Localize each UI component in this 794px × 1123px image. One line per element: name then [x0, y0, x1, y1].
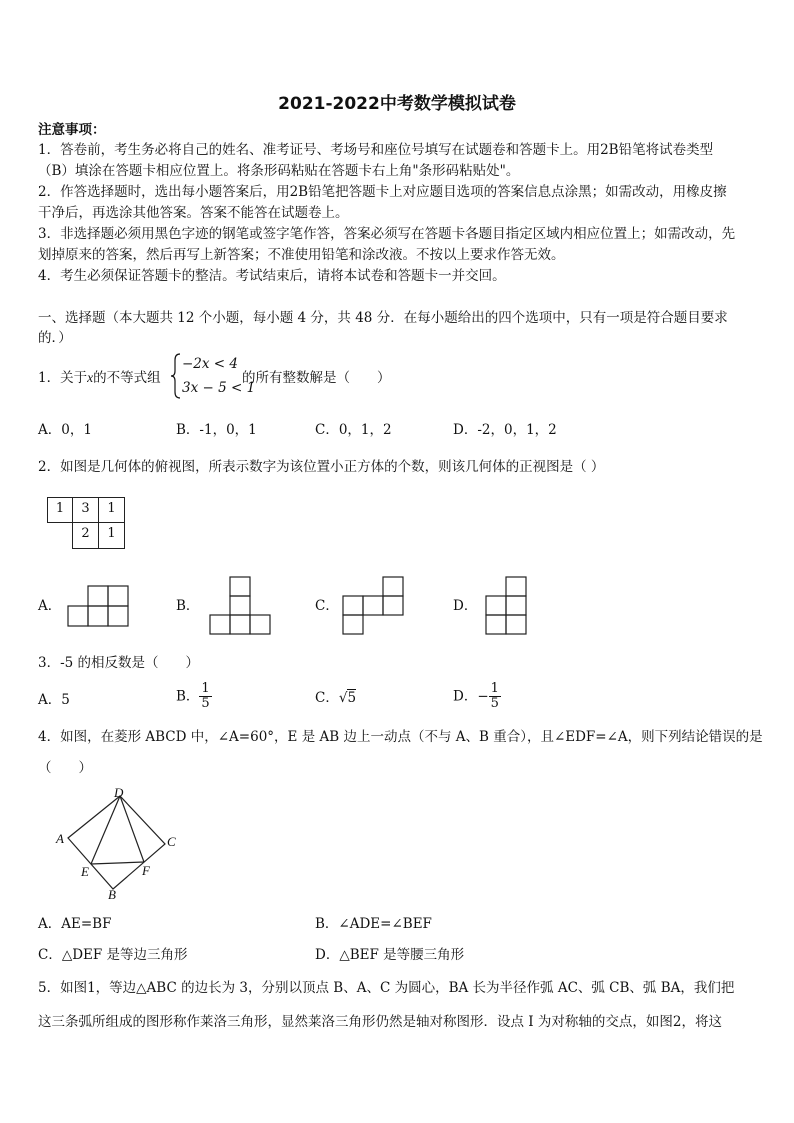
notice-line: 干净后，再选涂其他答案。答案不能答在试题卷上。 [38, 205, 349, 221]
q2-option-c-figure [341, 575, 405, 637]
label-e: E [81, 864, 89, 879]
label-d: D [114, 786, 124, 800]
label-b: B [108, 887, 116, 901]
q4-stem-cont: （ ） [38, 760, 92, 776]
grid-cell: 1 [98, 497, 125, 523]
q2-option-b-label: B． [176, 598, 200, 614]
section-heading: 一、选择题（本大题共 12 个小题，每小题 4 分，共 48 分．在每小题给出的四个选项中，只有一项是符合题目要求 [38, 310, 728, 326]
notice-line: 4．考生必须保证答题卡的整洁。考试结束后，请将本试卷和答题卡一并交回。 [38, 268, 506, 284]
q3-stem: 3．-5 的相反数是（ ） [38, 655, 200, 671]
notice-line: 划掉原来的答案，然后再写上新答案；不准使用铅笔和涂改液。不按以上要求作答无效。 [38, 247, 565, 263]
section-heading-cont: 的．） [38, 330, 72, 346]
q3-option-b: B． $\frac{1}{5}$ [176, 681, 210, 711]
q1-stem-suffix: 的所有整数解是（ ） [242, 370, 391, 386]
q2-option-d-figure [484, 574, 528, 636]
q1-inequality-1: −2x < 4 [182, 356, 238, 372]
q2-stem: 2．如图是几何体的俯视图，所表示数字为该位置小正方体的个数，则该几何体的正视图是（ ） [38, 459, 605, 475]
grid-cell: 1 [47, 497, 73, 523]
sqrt-icon: √ [338, 690, 348, 706]
notice-line: 3．非选择题必须用黑色字迹的钢笔或签字笔作答，答案必须写在答题卡各题目指定区域内相应位置上；如需改动，先 [38, 226, 736, 242]
q3-option-c: C．√5 [315, 690, 357, 706]
q2-option-b-figure [208, 574, 272, 636]
q4-option-c: C．△DEF 是等边三角形 [38, 947, 188, 963]
q2-option-a-figure [66, 583, 130, 629]
notice-line: （B）填涂在答题卡相应位置上。将条形码粘贴在答题卡右上角"条形码粘贴处"。 [38, 163, 520, 179]
q4-option-a: A．AE=BF [38, 916, 112, 932]
q1-inequality-2: 3x − 5 < 1 [182, 380, 256, 396]
q1-option-a: A．0，1 [38, 422, 92, 438]
rhombus-figure [48, 786, 183, 901]
grid-cell: 1 [98, 522, 125, 549]
label-a: A [56, 831, 64, 846]
q4-option-b: B．∠ADE=∠BEF [315, 916, 432, 932]
q1-option-c: C．0，1，2 [315, 422, 392, 438]
q2-option-c-label: C． [315, 598, 339, 614]
q2-option-d-label: D． [453, 598, 478, 614]
label-c: C [167, 834, 176, 849]
label-f: F [142, 863, 150, 878]
grid-cell: 3 [72, 497, 99, 523]
q4-option-d: D．△BEF 是等腰三角形 [315, 947, 465, 963]
q3-option-d: D．− $\frac{1}{5}$ [453, 681, 499, 711]
notice-line: 2．作答选择题时，选出每小题答案后，用2B铅笔把答题卡上对应题目选项的答案信息点涂黑；如需改动，用橡皮擦 [38, 184, 727, 200]
q4-stem: 4．如图，在菱形 ABCD 中，∠A=60°，E 是 AB 边上一动点（不与 A、B 重合），且∠EDF=∠A，则下列结论错误的是 [38, 729, 763, 745]
brace-icon [170, 352, 182, 400]
q1-option-d: D．-2，0，1，2 [453, 422, 557, 438]
q1-stem: 1．关于x的不等式组 [38, 370, 161, 386]
page-title: 2021-2022中考数学模拟试卷 [278, 94, 516, 114]
q3-option-a: A．5 [38, 692, 70, 708]
q2-option-a-label: A． [38, 598, 62, 614]
notice-line: 1．答卷前，考生务必将自己的姓名、准考证号、考场号和座位号填写在试题卷和答题卡上。用2B铅笔将试卷类型 [38, 142, 714, 158]
q1-option-b: B．-1，0，1 [176, 422, 257, 438]
notice-heading: 注意事项： [38, 122, 106, 138]
grid-cell: 2 [72, 522, 99, 549]
q5-stem-cont: 这三条弧所组成的图形称作莱洛三角形，显然莱洛三角形仍然是轴对称图形．设点 I 为对称轴的交点，如图2，将这 [38, 1014, 723, 1030]
q5-stem: 5．如图1，等边△ABC 的边长为 3，分别以顶点 B、A、C 为圆心，BA 长为半径作弧 AC、弧 CB、弧 BA，我们把 [38, 980, 735, 996]
